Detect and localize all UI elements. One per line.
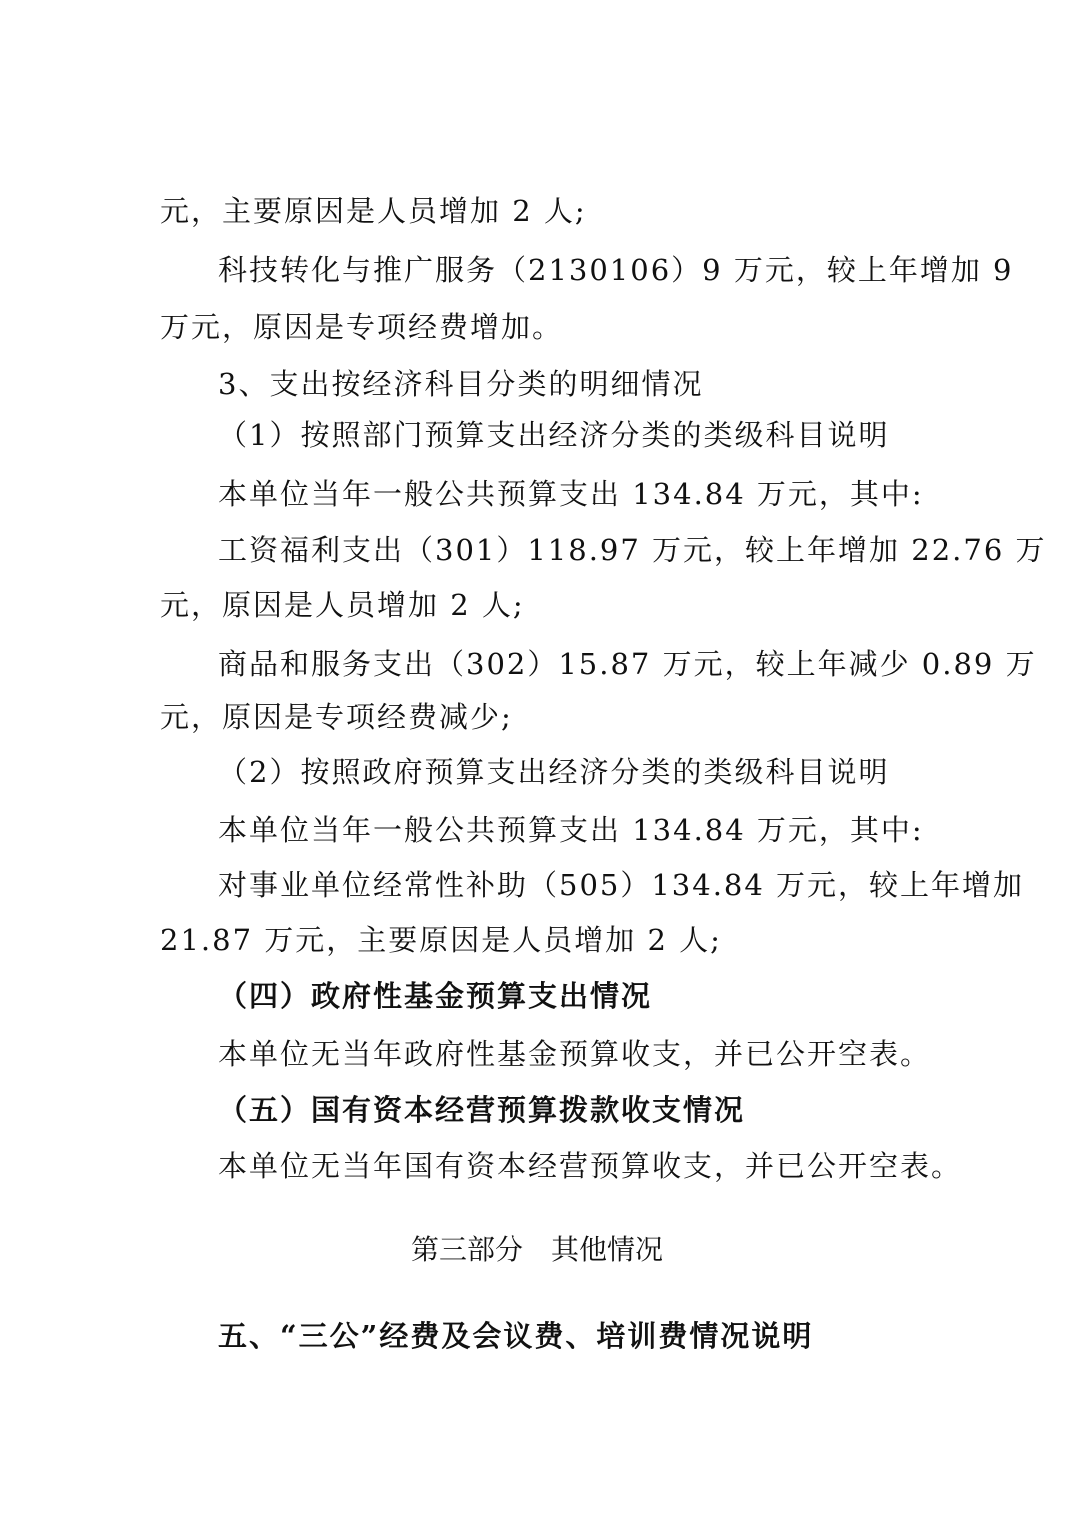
section-heading-three-public: 五、“三公”经费及会议费、培训费情况说明 xyxy=(218,1319,814,1353)
paragraph-line: 元，主要原因是人员增加 2 人; xyxy=(160,194,587,228)
paragraph-line: 对事业单位经常性补助（505）134.84 万元，较上年增加 xyxy=(218,868,1025,902)
paragraph-line: 元，原因是专项经费减少; xyxy=(160,700,513,734)
paragraph-line: 21.87 万元，主要原因是人员增加 2 人; xyxy=(160,923,722,957)
paragraph-line: 本单位无当年国有资本经营预算收支，并已公开空表。 xyxy=(218,1149,963,1183)
part-title: 第三部分 其他情况 xyxy=(410,1233,663,1266)
paragraph-line: 工资福利支出（301）118.97 万元，较上年增加 22.76 万 xyxy=(218,533,1047,567)
paragraph-line: 万元，原因是专项经费增加。 xyxy=(160,310,564,344)
paragraph-line: 商品和服务支出（302）15.87 万元，较上年减少 0.89 万 xyxy=(218,647,1037,681)
subsection-heading: （2）按照政府预算支出经济分类的类级科目说明 xyxy=(218,755,890,789)
paragraph-line: 科技转化与推广服务（2130106）9 万元，较上年增加 9 xyxy=(218,253,1014,287)
subsection-heading: 3、支出按经济科目分类的明细情况 xyxy=(218,367,704,401)
paragraph-line: 元，原因是人员增加 2 人; xyxy=(160,588,525,622)
paragraph-line: 本单位当年一般公共预算支出 134.84 万元，其中: xyxy=(218,477,924,511)
subsection-heading: （1）按照部门预算支出经济分类的类级科目说明 xyxy=(218,418,890,452)
paragraph-line: 本单位无当年政府性基金预算收支，并已公开空表。 xyxy=(218,1037,932,1071)
paragraph-line: 本单位当年一般公共预算支出 134.84 万元，其中: xyxy=(218,813,924,847)
section-heading-four: （四）政府性基金预算支出情况 xyxy=(218,979,653,1013)
section-heading-five: （五）国有资本经营预算拨款收支情况 xyxy=(218,1093,746,1127)
